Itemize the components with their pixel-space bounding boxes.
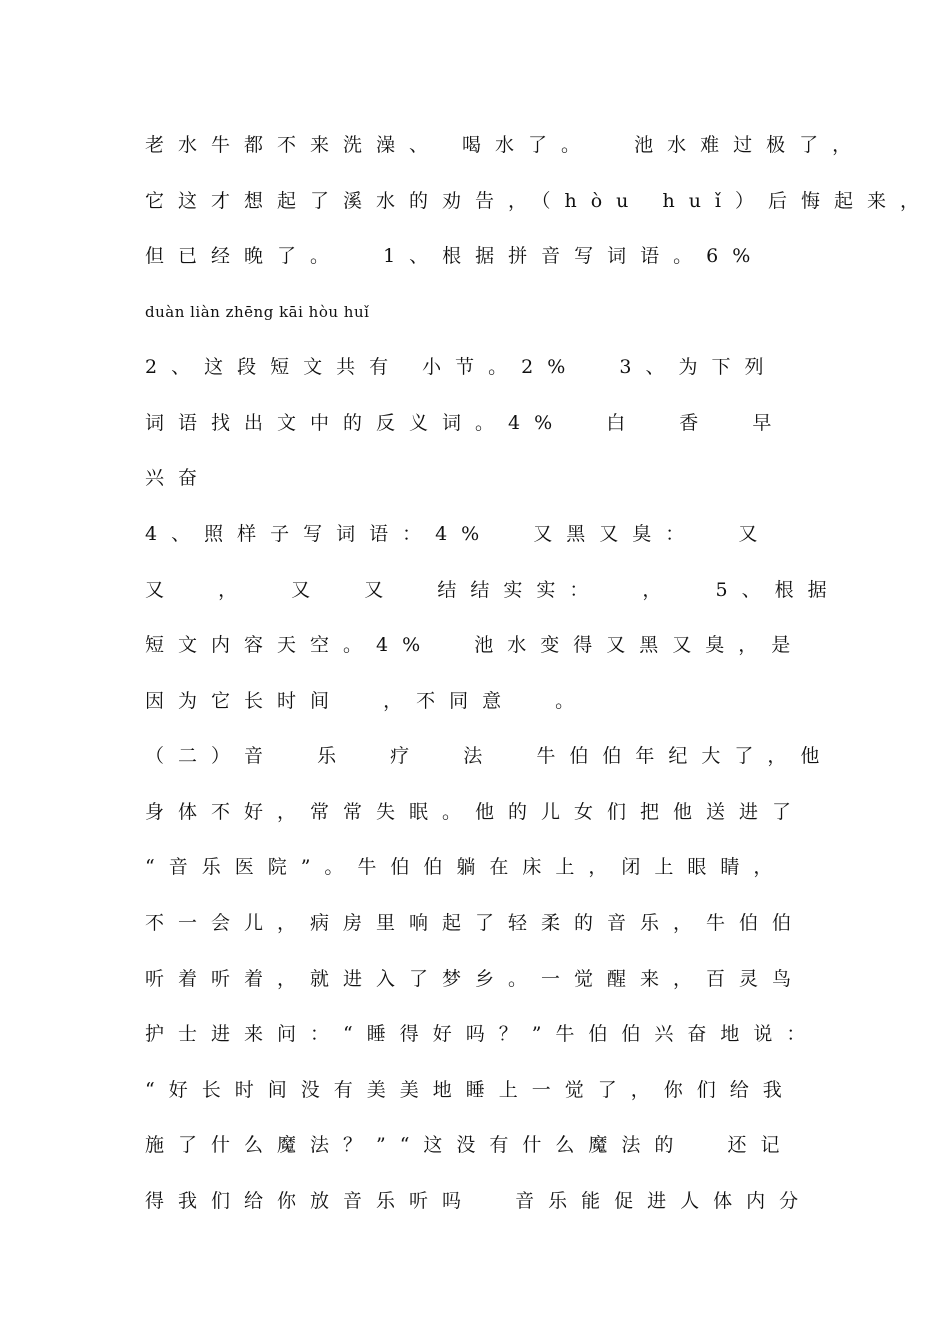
text-line: 护士进来问：“睡得好吗？”牛伯伯兴奋地说： xyxy=(145,1023,820,1045)
text-line: 得我们给你放音乐听吗 音乐能促进人体内分 xyxy=(145,1190,813,1212)
text-line: 不一会儿，病房里响起了轻柔的音乐，牛伯伯 xyxy=(145,912,806,934)
text-line: “好长时间没有美美地睡上一觉了，你们给我 xyxy=(145,1079,796,1101)
text-line: 但已经晚了。 1、根据拼音写词语。6% xyxy=(145,245,765,267)
text-line: 短文内容天空。4% 池水变得又黑又臭，是 xyxy=(145,634,805,656)
text-line: 兴奋 xyxy=(145,467,212,489)
text-line: 身体不好，常常失眠。他的儿女们把他送进了 xyxy=(145,801,806,823)
text-line: 2、这段短文共有 小节。2% 3、为下列 xyxy=(145,356,778,378)
pinyin-line: duàn liàn zhēng kāi hòu huǐ xyxy=(145,303,370,321)
text-line: 听着听着，就进入了梦乡。一觉醒来，百灵鸟 xyxy=(145,968,806,990)
text-line: 它这才想起了溪水的劝告，（hòu huǐ）后悔起来， xyxy=(145,190,934,212)
text-line: 词语找出文中的反义词。4% 白 香 早 xyxy=(145,412,786,434)
text-line: “音乐医院”。牛伯伯躺在床上，闭上眼睛， xyxy=(145,856,787,878)
text-line: 4、照样子写词语：4% 又黑又臭： 又 xyxy=(145,523,772,545)
section-heading-line: （二）音 乐 疗 法 牛伯伯年纪大了，他 xyxy=(145,745,834,767)
text-line: 又 ， 又 又 结结实实： ， 5、根据 xyxy=(145,579,841,601)
text-line: 老水牛都不来洗澡、 喝水了。 池水难过极了， xyxy=(145,134,866,156)
text-line: 因为它长时间 ，不同意 。 xyxy=(145,690,589,712)
text-line: 施了什么魔法？”“这没有什么魔法的 还记 xyxy=(145,1134,794,1156)
